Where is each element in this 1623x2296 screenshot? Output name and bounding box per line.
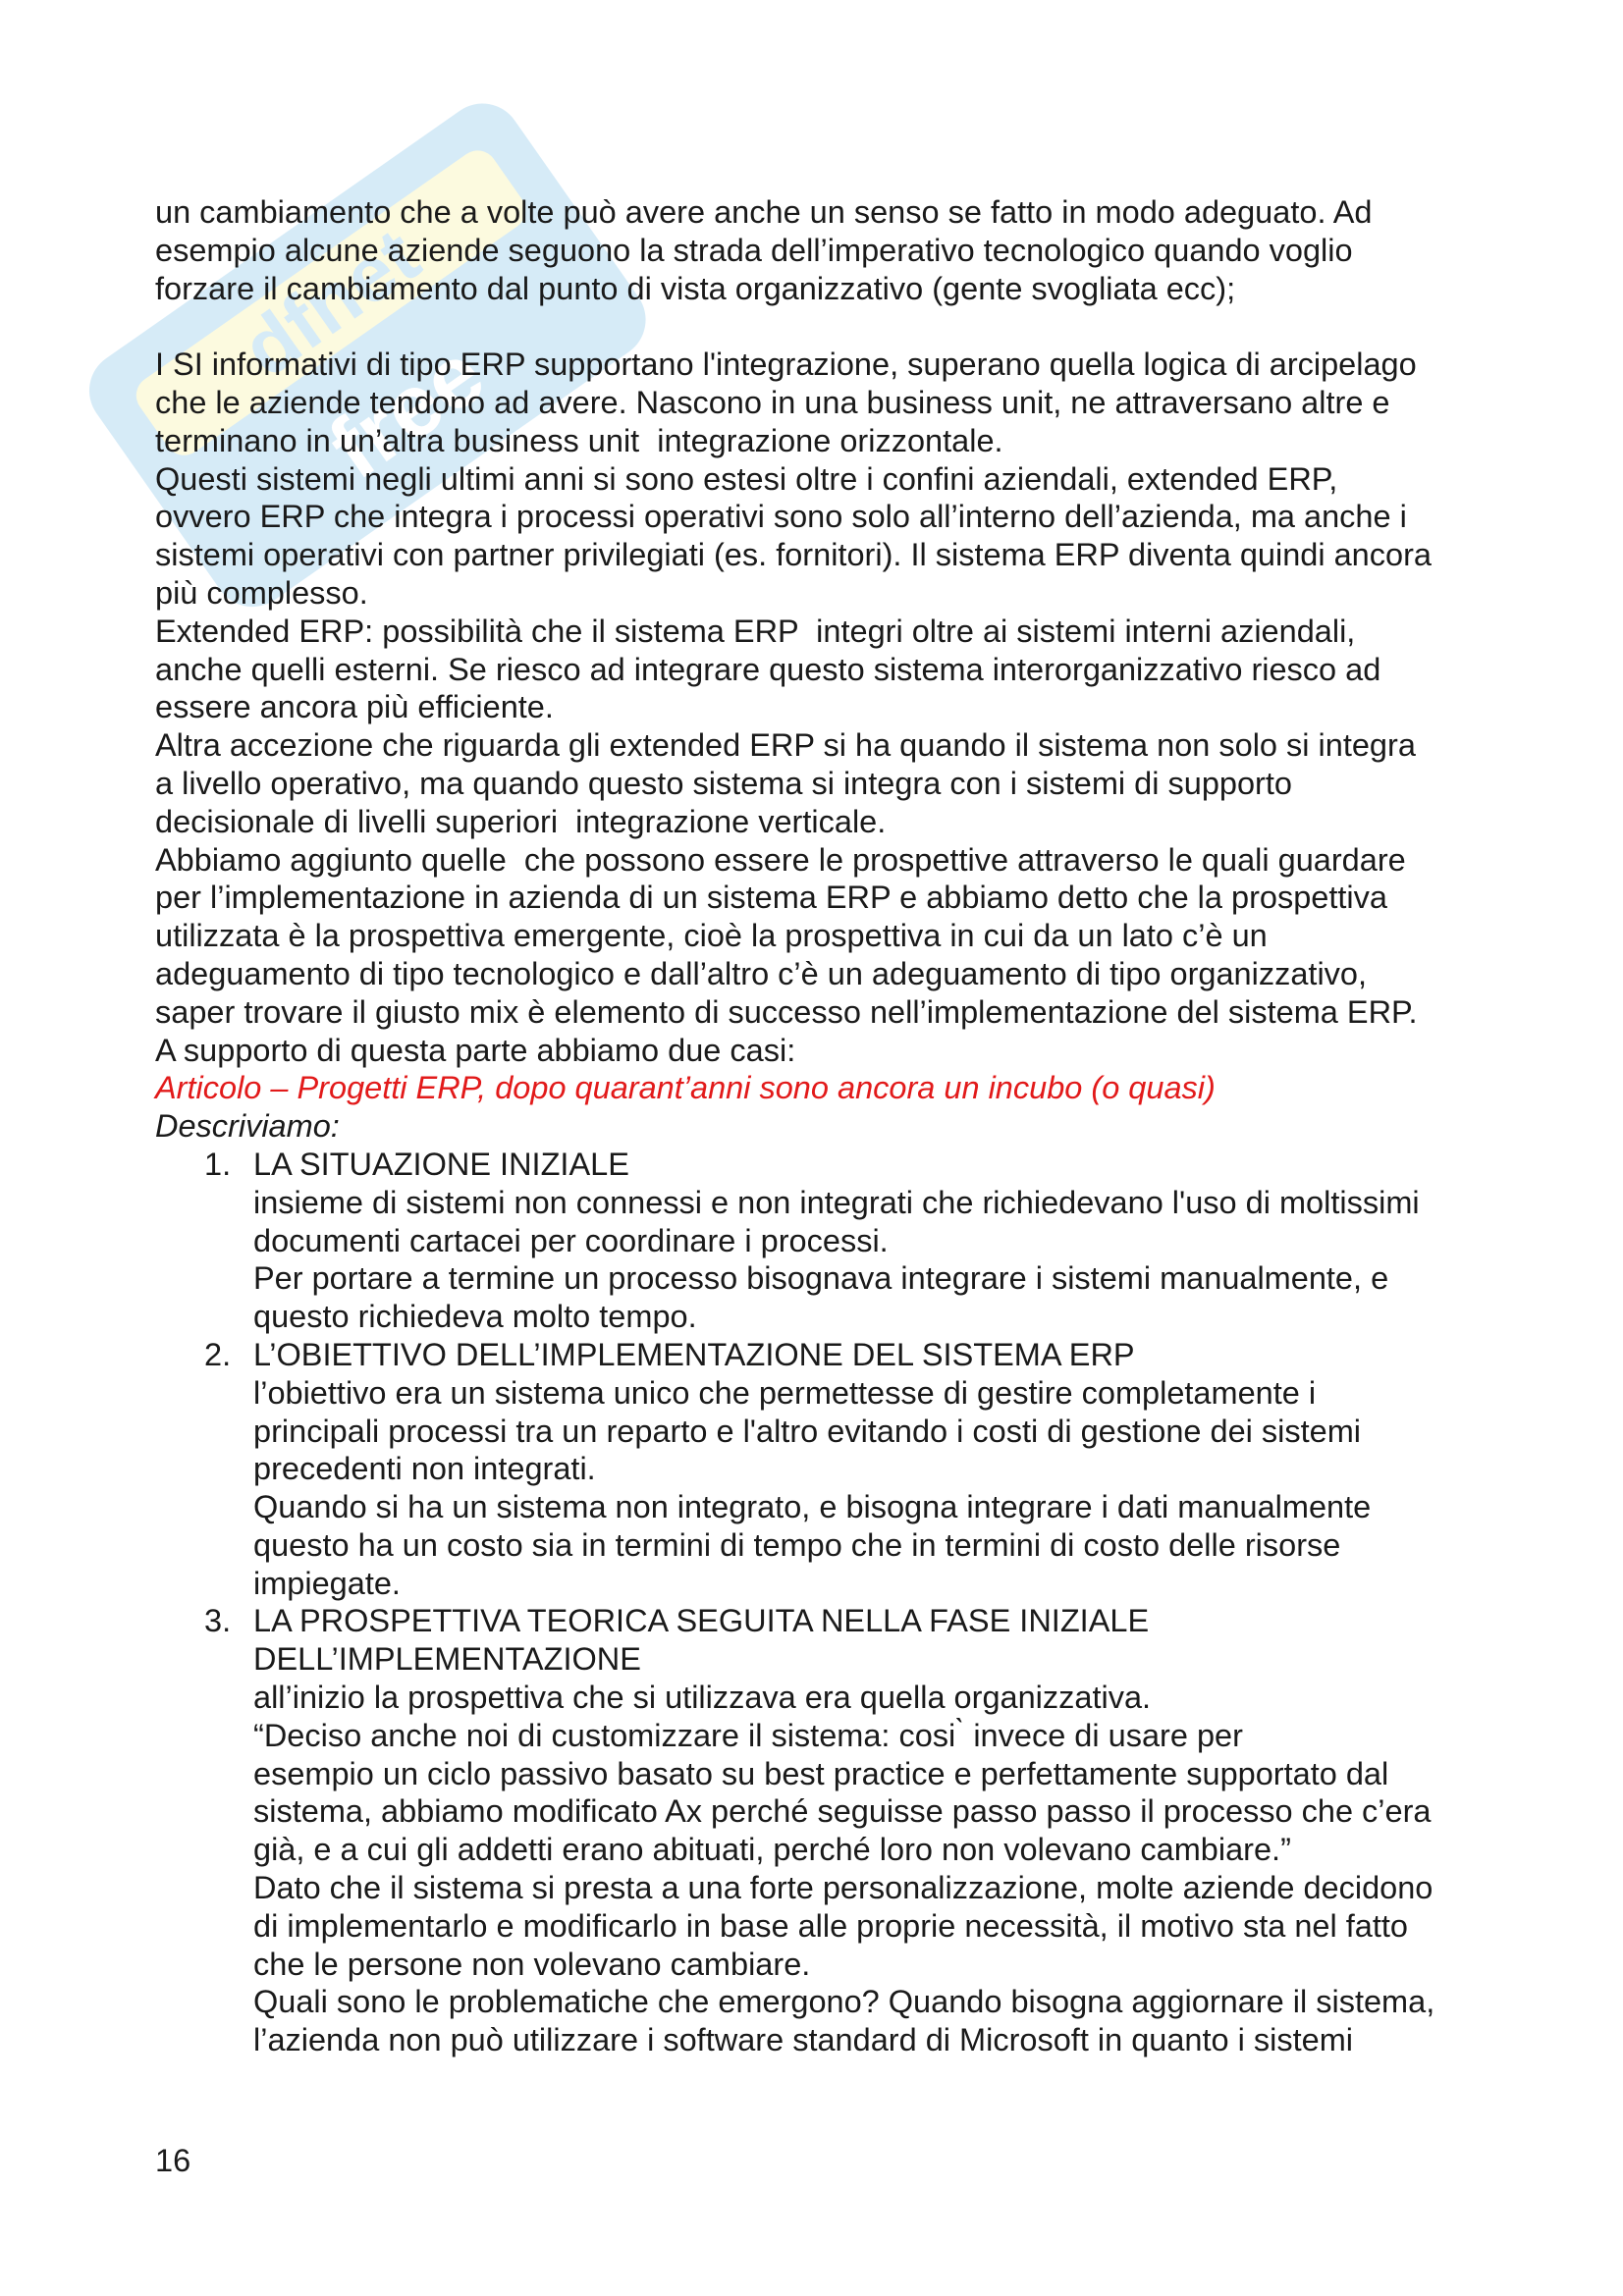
paragraph-intro: un cambiamento che a volte può avere anche un senso se fatto in modo adeguato. Ad esempio alcune aziende seguono la strada dell’imperativo tecnologico quando voglio forzare il cambiamento dal punto di vista organizzativo (gente svogliata ecc); [155, 194, 1373, 306]
list-item [155, 1336, 1490, 1603]
list-item-body: all’inizio la prospettiva che si utilizzava era quella organizzativa. “Deciso anche noi di customizzare il sistema: cosi ̀ invece di usare per esempio un ciclo passivo basato su best practice e perfettamente supportato dal sistema, abbiamo modificato Ax perché seguisse passo passo il processo che c’era già, e a cui gli addetti erano abituati, perché loro non volevano cambiare.” Dato che il sistema si presta a una forte personalizzazione, molte aziende decidono di implementarlo e modificarlo in base alle proprie necessità, il motivo sta nel fatto che le persone non volevano cambiare. Quali sono le problematiche che emergono? Quando bisogna aggiornare il sistema, l’azienda non può utilizzare i software standard di Microsoft in quanto i sistemi [253, 1680, 1435, 2058]
list-item-title: L’OBIETTIVO DELL’IMPLEMENTAZIONE DEL SISTEMA ERP [253, 1336, 1135, 1372]
paragraph-vertical-integration: Altra accezione che riguarda gli extended ERP si ha quando il sistema non solo si integra a livello operativo, ma quando questo sistema si integra con i sistemi di supporto decisionale di livelli superiori integrazione verticale. [155, 727, 1416, 839]
watermark-text: dfnet [227, 211, 435, 394]
list-item-number: 1. [204, 1146, 232, 1182]
list-item-title: LA SITUAZIONE INIZIALE [253, 1146, 629, 1182]
numbered-list [155, 1146, 1490, 2059]
list-item-number: 3. [204, 1603, 232, 1639]
blank-line [155, 307, 1490, 346]
list-item-body: insieme di sistemi non connessi e non integrati che richiedevano l'uso di moltissimi documenti cartacei per coordinare i processi. Per portare a termine un processo bisognava integrare i sistemi manualmente, e questo richiedeva molto tempo. [253, 1184, 1420, 1335]
page-content [155, 193, 1490, 2059]
list-item-body: l’obiettivo era un sistema unico che permettesse di gestire completamente i principali processi tra un reparto e l'altro evitando i costi di gestione dei sistemi precedenti non integrati. Quando si ha un sistema non integrato, e bisogna integrare i dati manualmente questo ha un costo sia in termini di tempo che in termini di costo delle risorse impiegate. [253, 1374, 1372, 1601]
describe-label: Descriviamo: [155, 1108, 340, 1145]
watermark-subtext: free [312, 324, 502, 499]
list-item-number: 2. [204, 1336, 232, 1372]
list-item-title: LA PROSPETTIVA TEORICA SEGUITA NELLA FASE INIZIALE DELL’IMPLEMENTAZIONE [253, 1603, 1150, 1678]
article-title: Articolo – Progetti ERP, dopo quarant’anni sono ancora un incubo (o quasi) [155, 1070, 1216, 1106]
paragraph-cases-intro: A supporto di questa parte abbiamo due casi: [155, 1032, 796, 1068]
list-item [155, 1146, 1490, 1336]
page-number: 16 [155, 2143, 191, 2178]
paragraph-extended-erp-definition: Extended ERP: possibilità che il sistema ERP integri oltre ai sistemi interni aziendali, anche quelli esterni. Se riesco ad integrare questo sistema interorganizzativo riesco ad essere ancora più efficiente. [155, 613, 1381, 725]
paragraph-perspectives: Abbiamo aggiunto quelle che possono essere le prospettive attraverso le quali guardare per l’implementazione in azienda di un sistema ERP e abbiamo detto che la prospettiva utilizzata è la prospettiva emergente, cioè la prospettiva in cui da un lato c’è un adeguamento di tipo tecnologico e dall’altro c’è un adeguamento di tipo organizzativo, saper trovare il giusto mix è elemento di successo nell’implementazione del sistema ERP. [155, 841, 1418, 1030]
list-item [155, 1602, 1490, 2059]
paragraph-erp-integration: I SI informativi di tipo ERP supportano l'integrazione, superano quella logica di arcipelago che le aziende tendono ad avere. Nascono in una business unit, ne attraversano altre e terminano in un’altra business unit integrazione orizzontale. [155, 347, 1417, 458]
paragraph-extended-erp: Questi sistemi negli ultimi anni si sono estesi oltre i confini aziendali, extended ERP, ovvero ERP che integra i processi operativi sono solo all’interno dell’azienda, ma anche i sistemi operativi con partner privilegiati (es. fornitori). Il sistema ERP diventa quindi ancora più complesso. [155, 460, 1432, 611]
